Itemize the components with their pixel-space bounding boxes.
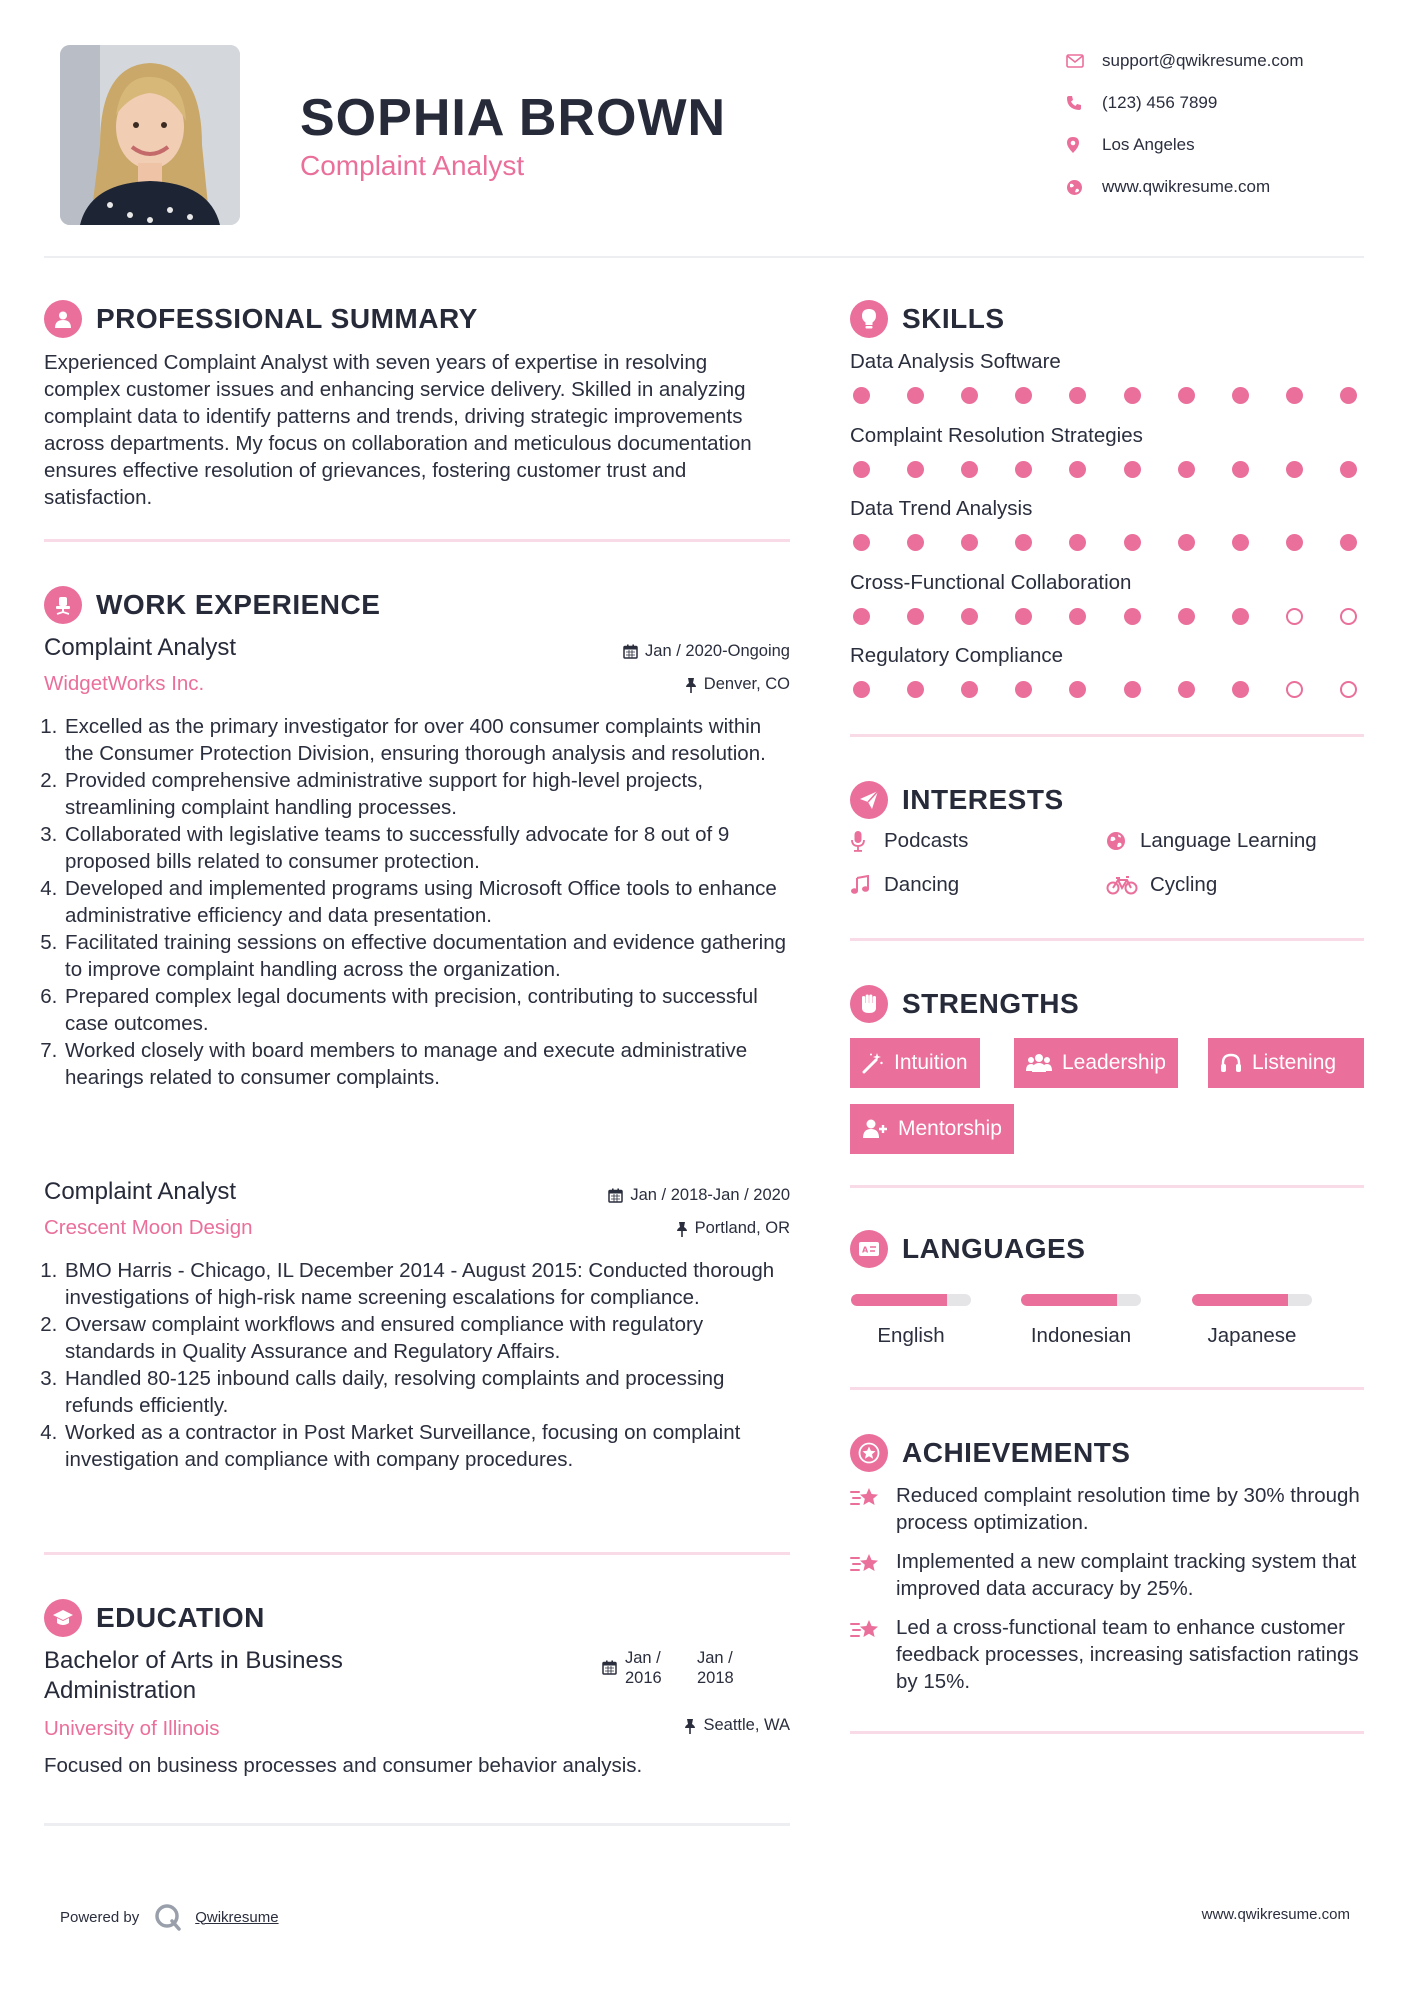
job-2-bullet: 3. Handled 80-125 inbound calls daily, resolving complaints and processing refunds efficiently. bbox=[63, 1365, 790, 1419]
job-1-dates bbox=[540, 642, 790, 661]
skill-dot-filled bbox=[961, 534, 978, 551]
skill-dot-filled bbox=[1286, 387, 1303, 404]
education-dates bbox=[602, 1648, 755, 1688]
strengths-divider bbox=[850, 1185, 1364, 1188]
strength-tag-listening bbox=[1208, 1038, 1364, 1088]
skill-dot-filled bbox=[961, 608, 978, 625]
education-school: University of Illinois bbox=[44, 1717, 220, 1740]
skill-dot-empty bbox=[1286, 681, 1303, 698]
job-1-bullet: 4. Developed and implemented programs using Microsoft Office tools to enhance administrative efficiency and data presentation. bbox=[63, 875, 790, 929]
job-1-title: Complaint Analyst bbox=[44, 634, 237, 661]
education-start-year: 2016 bbox=[625, 1669, 662, 1687]
skill-dot-filled bbox=[907, 681, 924, 698]
skill-dot-empty bbox=[1286, 608, 1303, 625]
skill-dot-filled bbox=[1015, 461, 1032, 478]
skill-rating bbox=[853, 681, 1357, 698]
skill-item bbox=[850, 644, 1370, 718]
skill-dot-filled bbox=[1232, 461, 1249, 478]
strength-label: Mentorship bbox=[898, 1117, 1002, 1140]
achievement-text: Implemented a new complaint tracking system that improved data accuracy by 25%. bbox=[896, 1550, 1357, 1600]
language-name: Japanese bbox=[1207, 1324, 1297, 1347]
skill-dot-filled bbox=[1015, 534, 1032, 551]
skill-dot-filled bbox=[1178, 608, 1195, 625]
skill-dot-filled bbox=[1232, 534, 1249, 551]
interest-dancing bbox=[850, 873, 959, 897]
skill-dot-filled bbox=[1286, 534, 1303, 551]
job-2-location-text: Portland, OR bbox=[694, 1219, 790, 1237]
lightbulb-icon bbox=[850, 300, 888, 338]
skill-item bbox=[850, 571, 1370, 645]
contact-website-text: www.qwikresume.com bbox=[1102, 177, 1271, 196]
language-item-indonesian bbox=[996, 1294, 1166, 1348]
footer-website[interactable]: www.qwikresume.com bbox=[1201, 1906, 1350, 1923]
user-plus-icon bbox=[862, 1119, 888, 1139]
skill-dot-filled bbox=[853, 534, 870, 551]
skill-dot-filled bbox=[1232, 681, 1249, 698]
job-1-location-text: Denver, CO bbox=[703, 675, 790, 693]
skill-dot-filled bbox=[907, 461, 924, 478]
job-1-bullet: 6. Prepared complex legal documents with precision, contributing to successful case outcomes. bbox=[63, 983, 790, 1037]
language-level-fill bbox=[1021, 1294, 1117, 1306]
profile-photo-image bbox=[60, 45, 240, 225]
skill-dot-filled bbox=[1232, 608, 1249, 625]
skill-dot-filled bbox=[907, 387, 924, 404]
skill-dot-filled bbox=[961, 681, 978, 698]
achievements-list bbox=[850, 1482, 1370, 1695]
shooting-star-icon bbox=[850, 1482, 896, 1517]
skill-dot-filled bbox=[1124, 681, 1141, 698]
education-title: EDUCATION bbox=[96, 1602, 265, 1633]
interests-title: INTERESTS bbox=[902, 784, 1064, 815]
profile-photo bbox=[60, 45, 240, 225]
skill-rating bbox=[853, 534, 1357, 551]
envelope-icon bbox=[1062, 54, 1102, 68]
language-level-fill bbox=[1192, 1294, 1288, 1306]
magic-wand-icon bbox=[862, 1052, 884, 1074]
location-pin-icon bbox=[1062, 136, 1102, 154]
contact-location bbox=[1062, 124, 1362, 166]
svg-text:A: A bbox=[862, 1245, 869, 1255]
strength-label: Leadership bbox=[1062, 1051, 1166, 1074]
office-chair-icon bbox=[44, 586, 82, 624]
candidate-name: SOPHIA BROWN bbox=[300, 89, 727, 147]
skill-dot-filled bbox=[1232, 387, 1249, 404]
interest-label: Podcasts bbox=[884, 829, 969, 852]
interest-label: Cycling bbox=[1150, 873, 1218, 896]
skill-name: Data Trend Analysis bbox=[850, 497, 1033, 520]
headphones-icon bbox=[1220, 1053, 1242, 1073]
summary-divider bbox=[44, 539, 790, 542]
job-2-bullet: 2. Oversaw complaint workflows and ensured compliance with regulatory standards in Quality Assurance and Regulatory Affairs. bbox=[63, 1311, 790, 1365]
qwikresume-link[interactable]: Qwikresume bbox=[195, 1908, 279, 1926]
education-degree-line-2: Administration bbox=[44, 1677, 197, 1704]
strength-tag-leadership bbox=[1014, 1038, 1178, 1088]
language-item-japanese bbox=[1167, 1294, 1337, 1348]
strength-tag-intuition bbox=[850, 1038, 980, 1088]
calendar-icon bbox=[608, 1188, 623, 1203]
strength-label: Listening bbox=[1252, 1051, 1337, 1074]
job-2-bullet: 1. BMO Harris - Chicago, IL December 2014 - August 2015: Conducted thorough investigations of high-risk name screening escalations for compliance. bbox=[63, 1257, 790, 1311]
language-name: English bbox=[877, 1324, 945, 1347]
skills-divider bbox=[850, 734, 1364, 737]
language-card-icon bbox=[850, 1230, 888, 1268]
skill-dot-filled bbox=[1124, 608, 1141, 625]
language-level-bar bbox=[851, 1294, 971, 1306]
job-2-dates-text: Jan / 2018-Jan / 2020 bbox=[630, 1186, 790, 1204]
interest-podcasts bbox=[850, 829, 968, 853]
job-1-location bbox=[540, 675, 790, 694]
skill-dot-filled bbox=[907, 608, 924, 625]
contact-phone-text: (123) 456 7899 bbox=[1102, 93, 1218, 112]
skill-item bbox=[850, 497, 1370, 571]
education-location-text: Seattle, WA bbox=[703, 1716, 790, 1734]
job-2-bullets bbox=[44, 1257, 790, 1473]
job-1-bullet: 1. Excelled as the primary investigator for over 400 consumer complaints within the Consumer Protection Division, ensuring thorough analysis and resolution. bbox=[63, 713, 790, 767]
languages-title: LANGUAGES bbox=[902, 1233, 1086, 1264]
contact-email[interactable] bbox=[1062, 40, 1362, 82]
interests-heading bbox=[850, 781, 1064, 819]
bicycle-icon bbox=[1106, 875, 1150, 895]
skills-title: SKILLS bbox=[902, 303, 1005, 334]
skill-dot-filled bbox=[907, 534, 924, 551]
skill-dot-filled bbox=[1069, 608, 1086, 625]
experience-divider bbox=[44, 1552, 790, 1555]
education-end-month: Jan / bbox=[697, 1649, 733, 1667]
skills-heading bbox=[850, 300, 1005, 338]
education-description: Focused on business processes and consumer behavior analysis. bbox=[44, 1754, 643, 1777]
strengths-title: STRENGTHS bbox=[902, 988, 1080, 1019]
skill-rating bbox=[853, 387, 1357, 404]
skill-name: Cross-Functional Collaboration bbox=[850, 570, 1132, 594]
language-level-fill bbox=[851, 1294, 947, 1306]
fist-icon bbox=[850, 985, 888, 1023]
skill-dot-filled bbox=[1178, 534, 1195, 551]
language-name: Indonesian bbox=[1030, 1324, 1132, 1347]
job-1-dates-text: Jan / 2020-Ongoing bbox=[645, 642, 790, 660]
microphone-icon bbox=[850, 830, 884, 852]
achievement-item bbox=[850, 1482, 1370, 1536]
skill-dot-filled bbox=[1178, 681, 1195, 698]
skill-dot-filled bbox=[1069, 534, 1086, 551]
job-1-bullet: 7. Worked closely with board members to manage and execute administrative hearings related to consumer complaints. bbox=[63, 1037, 790, 1091]
job-1-bullets bbox=[44, 713, 790, 1091]
job-2-title: Complaint Analyst bbox=[44, 1178, 237, 1205]
calendar-icon bbox=[602, 1660, 617, 1675]
star-badge-icon bbox=[850, 1434, 888, 1472]
skill-dot-filled bbox=[1178, 387, 1195, 404]
skill-name: Complaint Resolution Strategies bbox=[850, 423, 1143, 447]
strength-tag-mentorship bbox=[850, 1104, 1014, 1154]
users-icon bbox=[1026, 1053, 1052, 1073]
paper-plane-icon bbox=[850, 781, 888, 819]
job-2-company: Crescent Moon Design bbox=[44, 1216, 253, 1239]
job-1-company: WidgetWorks Inc. bbox=[44, 672, 205, 695]
job-1-bullet: 2. Provided comprehensive administrative support for high-level projects, streamlining complaint handling processes. bbox=[63, 767, 790, 821]
skill-name: Data Analysis Software bbox=[850, 350, 1061, 373]
contact-list bbox=[1062, 40, 1362, 208]
interests-divider bbox=[850, 938, 1364, 941]
skill-dot-filled bbox=[961, 461, 978, 478]
language-level-bar bbox=[1021, 1294, 1141, 1306]
skill-dot-filled bbox=[853, 681, 870, 698]
powered-by-label: Powered by bbox=[60, 1908, 140, 1926]
education-heading bbox=[44, 1599, 265, 1637]
skill-dot-filled bbox=[1069, 387, 1086, 404]
calendar-icon bbox=[623, 644, 638, 659]
skill-dot-filled bbox=[961, 387, 978, 404]
education-end-year: 2018 bbox=[697, 1669, 734, 1687]
languages-heading bbox=[850, 1230, 1085, 1268]
skill-dot-filled bbox=[1124, 387, 1141, 404]
language-level-bar bbox=[1192, 1294, 1312, 1306]
shooting-star-icon bbox=[850, 1614, 896, 1649]
achievement-text: Led a cross-functional team to enhance customer feedback processes, increasing satisfaction ratings by 15%. bbox=[896, 1616, 1359, 1693]
summary-text: Experienced Complaint Analyst with seven years of expertise in resolving complex customer issues and enhancing service delivery. Skilled in analyzing complaint data to identify patterns and trends, driving strategic improvements across departments. My focus on collaboration and meticulous documentation ensures effective resolution of grievances, fostering customer trust and satisfaction. bbox=[44, 351, 752, 509]
job-2-location bbox=[540, 1219, 790, 1238]
language-item-english bbox=[826, 1294, 996, 1348]
skill-dot-filled bbox=[1286, 461, 1303, 478]
phone-icon bbox=[1062, 95, 1102, 111]
qwikresume-logo-icon bbox=[153, 1902, 183, 1932]
skill-dot-filled bbox=[1015, 387, 1032, 404]
skill-dot-filled bbox=[1015, 681, 1032, 698]
job-2-bullet: 4. Worked as a contractor in Post Market Surveillance, focusing on complaint investigation and compliance with company procedures. bbox=[63, 1419, 790, 1473]
skill-dot-filled bbox=[853, 608, 870, 625]
skill-dot-filled bbox=[1015, 608, 1032, 625]
pushpin-icon bbox=[685, 677, 697, 693]
skill-dot-filled bbox=[853, 461, 870, 478]
candidate-title: Complaint Analyst bbox=[300, 150, 525, 181]
education-degree-line-1: Bachelor of Arts in Business bbox=[44, 1647, 343, 1674]
job-1-bullet: 3. Collaborated with legislative teams to successfully advocate for 8 out of 9 proposed bills related to consumer protection. bbox=[63, 821, 790, 875]
job-1-bullet: 5. Facilitated training sessions on effective documentation and evidence gathering to improve complaint handling across the organization. bbox=[63, 929, 790, 983]
skill-dot-filled bbox=[1178, 461, 1195, 478]
experience-title: WORK EXPERIENCE bbox=[96, 589, 381, 620]
skill-dot-filled bbox=[1340, 461, 1357, 478]
strength-label: Intuition bbox=[894, 1051, 968, 1074]
skill-dot-filled bbox=[1124, 461, 1141, 478]
skill-dot-empty bbox=[1340, 608, 1357, 625]
interest-label: Language Learning bbox=[1140, 829, 1317, 852]
pushpin-icon bbox=[676, 1221, 688, 1237]
header-divider bbox=[44, 256, 1364, 258]
achievement-text: Reduced complaint resolution time by 30% through process optimization. bbox=[896, 1484, 1360, 1534]
skill-dot-filled bbox=[1069, 681, 1086, 698]
globe-icon bbox=[1106, 831, 1140, 851]
skill-item bbox=[850, 424, 1370, 498]
achievement-item bbox=[850, 1614, 1370, 1695]
shooting-star-icon bbox=[850, 1548, 896, 1583]
summary-title: PROFESSIONAL SUMMARY bbox=[96, 303, 478, 334]
interest-language-learning bbox=[1106, 829, 1317, 853]
contact-email-text: support@qwikresume.com bbox=[1102, 51, 1304, 70]
skill-dot-filled bbox=[853, 387, 870, 404]
experience-heading bbox=[44, 586, 380, 624]
education-start-month: Jan / bbox=[625, 1649, 661, 1667]
job-2-dates bbox=[540, 1186, 790, 1205]
interest-label: Dancing bbox=[884, 873, 960, 896]
music-note-icon bbox=[850, 875, 884, 895]
skill-dot-filled bbox=[1340, 534, 1357, 551]
skill-dot-empty bbox=[1340, 681, 1357, 698]
strengths-heading bbox=[850, 985, 1079, 1023]
globe-icon bbox=[1062, 179, 1102, 196]
skill-rating bbox=[853, 608, 1357, 625]
graduation-cap-icon bbox=[44, 1599, 82, 1637]
contact-phone[interactable] bbox=[1062, 82, 1362, 124]
skill-rating bbox=[853, 461, 1357, 478]
achievements-title: ACHIEVEMENTS bbox=[902, 1437, 1131, 1468]
skill-dot-filled bbox=[1340, 387, 1357, 404]
skill-dot-filled bbox=[1124, 534, 1141, 551]
footer-powered-by bbox=[60, 1902, 279, 1932]
skills-list bbox=[850, 350, 1370, 718]
user-icon bbox=[44, 300, 82, 338]
languages-divider bbox=[850, 1387, 1364, 1390]
education-divider bbox=[44, 1823, 790, 1826]
pushpin-icon bbox=[684, 1718, 696, 1734]
contact-website[interactable] bbox=[1062, 166, 1362, 208]
achievement-item bbox=[850, 1548, 1370, 1602]
skill-dot-filled bbox=[1069, 461, 1086, 478]
contact-location-text: Los Angeles bbox=[1102, 135, 1195, 154]
achievements-divider bbox=[850, 1731, 1364, 1734]
skill-name: Regulatory Compliance bbox=[850, 644, 1064, 667]
education-location bbox=[540, 1716, 790, 1735]
skill-item bbox=[850, 350, 1370, 424]
achievements-heading bbox=[850, 1434, 1130, 1472]
interest-cycling bbox=[1106, 873, 1217, 897]
summary-heading bbox=[44, 300, 478, 338]
